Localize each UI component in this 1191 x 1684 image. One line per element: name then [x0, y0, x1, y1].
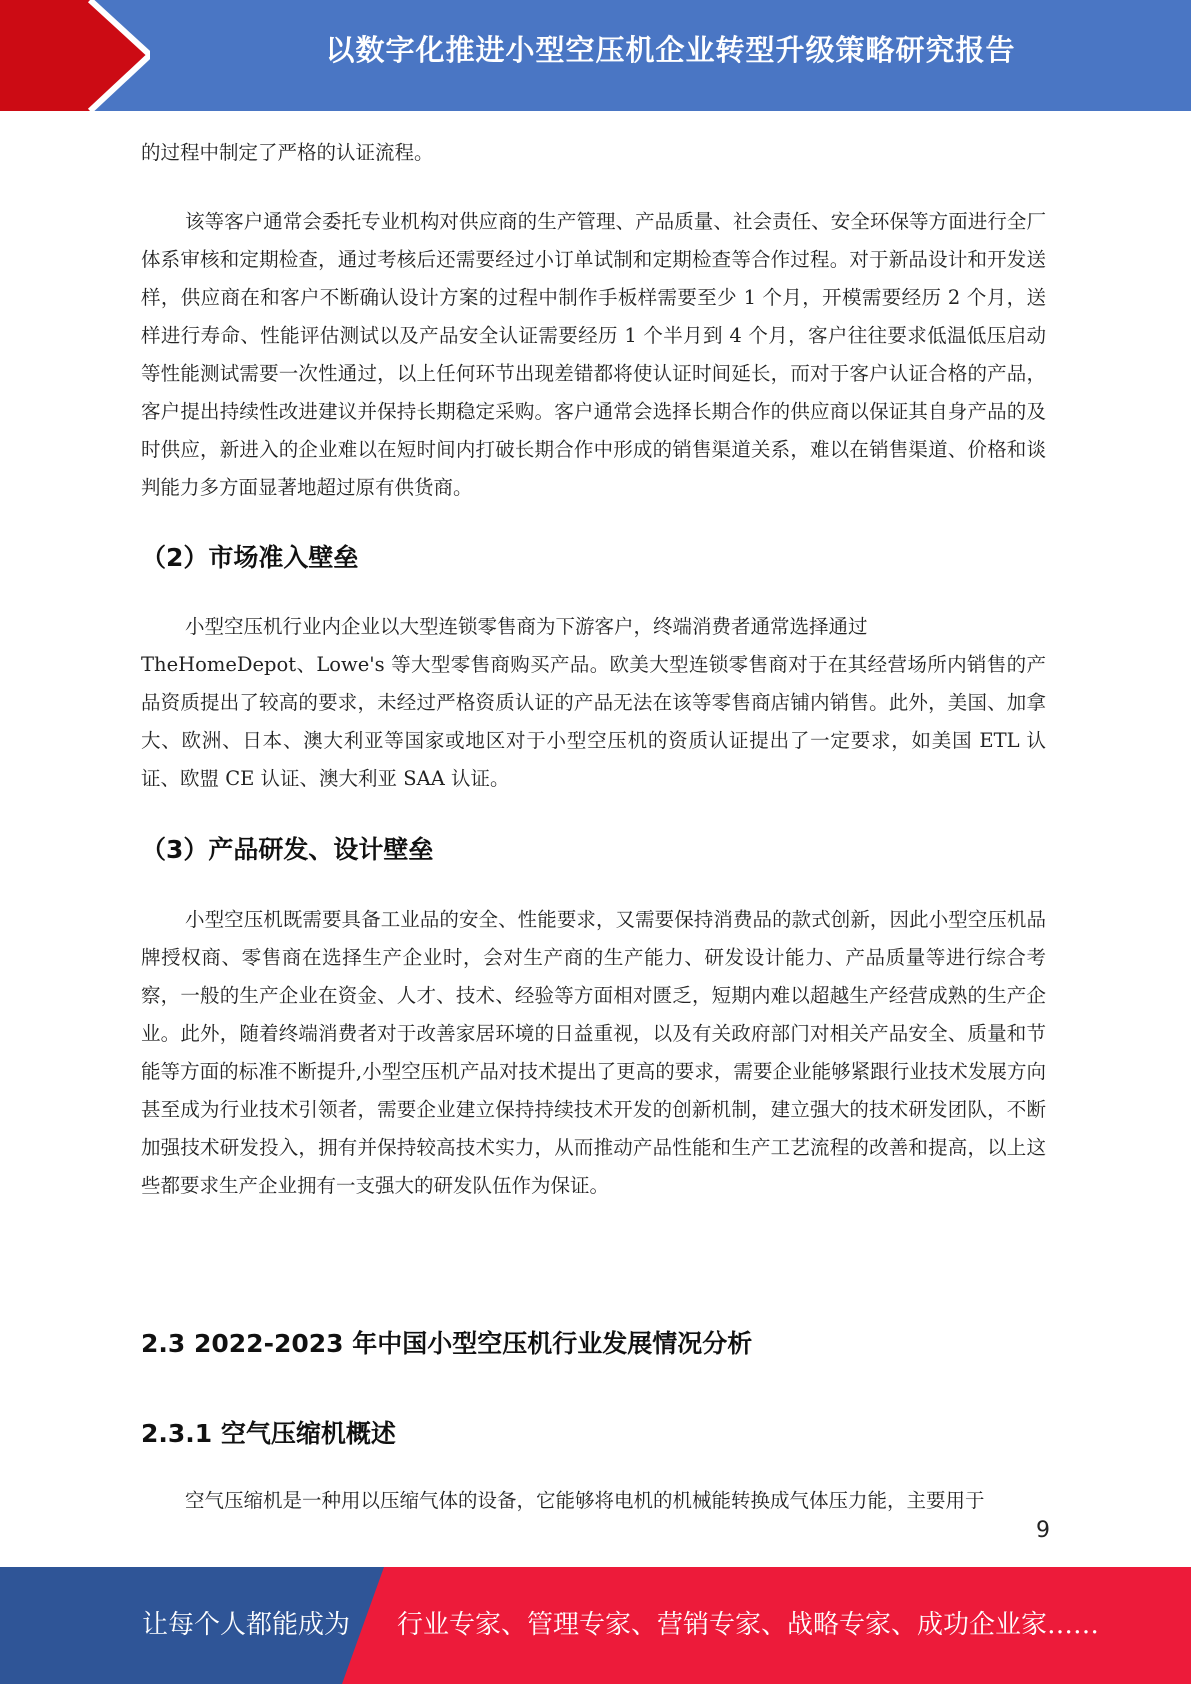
paragraph-certification: 该等客户通常会委托专业机构对供应商的生产管理、产品质量、社会责任、安全环保等方面进行全厂体系审核和定期检查，通过考核后还需要经过小订单试制和定期检查等合作过程。对于新品设计和开发送样，供应商在和客户不断确认设计方案的过程中制作手板样需要至少 1 个月，开模需要经历 2 个月，送样进行寿命、性能评估测试以及产品安全认证需要经历 1 个半月到 4 个月，客户往往要求低温低压启动等性能测试需要一次性通过，以上任何环节出现差错都将使认证时间延长，而对于客户认证合格的产品，客户提出持续性改进建议并保持长期稳定采购。客户通常会选择长期合作的供应商以保证其自身产品的及时供应，新进入的企业难以在短时间内打破长期合作中形成的销售渠道关系，难以在销售渠道、价格和谈判能力多方面显著地超过原有供货商。: [141, 210, 1046, 499]
page-number: 9: [1036, 1518, 1050, 1543]
paragraph-market-access: TheHomeDepot、Lowe's 等大型零售商购买产品。欧美大型连锁零售商对于在其经营场所内销售的产品资质提出了较高的要求，未经过严格资质认证的产品无法在该等零售商店铺内销售。此外，美国、加拿大、欧洲、日本、澳大利亚等国家或地区对于小型空压机的资质认证提出了一定要求，如美国 ETL 认证、欧盟 CE 认证、澳大利亚 SAA 认证。: [141, 653, 1046, 790]
paragraph-market-access-line1: 小型空压机行业内企业以大型连锁零售商为下游客户，终端消费者通常选择通过: [185, 615, 868, 638]
paragraph-rd-barrier: 小型空压机既需要具备工业品的安全、性能要求，又需要保持消费品的款式创新，因此小型空压机品牌授权商、零售商在选择生产企业时，会对生产商的生产能力、研发设计能力、产品质量等进行综合考察，一般的生产企业在资金、人才、技术、经验等方面相对匮乏，短期内难以超越生产经营成熟的生产企业。此外，随着终端消费者对于改善家居环境的日益重视，以及有关政府部门对相关产品安全、质量和节能等方面的标准不断提升,小型空压机产品对技术提出了更高的要求，需要企业能够紧跟行业技术发展方向甚至成为行业技术引领者，需要企业建立保持持续技术开发的创新机制，建立强大的技术研发团队，不断加强技术研发投入，拥有并保持较高技术实力，从而推动产品性能和生产工艺流程的改善和提高，以上这些都要求生产企业拥有一支强大的研发队伍作为保证。: [141, 908, 1046, 1197]
header-title: 以数字化推进小型空压机企业转型升级策略研究报告: [325, 33, 1016, 67]
paragraph-compressor-overview: 空气压缩机是一种用以压缩气体的设备，它能够将电机的机械能转换成气体压力能，主要用于: [185, 1489, 985, 1512]
footer-slogan-right: 行业专家、管理专家、营销专家、战略专家、成功企业家……: [397, 1610, 1100, 1640]
header-arrow-decoration: [0, 0, 150, 111]
page-footer: [0, 1567, 1191, 1684]
section-heading: 2.3 2022-2023 年中国小型空压机行业发展情况分析: [141, 1329, 753, 1358]
subsection-heading: 2.3.1 空气压缩机概述: [141, 1419, 396, 1448]
page-header: [0, 0, 1191, 111]
heading-rd-barrier: （3）产品研发、设计壁垒: [141, 835, 434, 864]
footer-slogan-left: 让每个人都能成为: [142, 1610, 351, 1640]
heading-market-access-barrier: （2）市场准入壁垒: [141, 543, 359, 572]
paragraph-intro-tail: 的过程中制定了严格的认证流程。: [141, 141, 434, 164]
